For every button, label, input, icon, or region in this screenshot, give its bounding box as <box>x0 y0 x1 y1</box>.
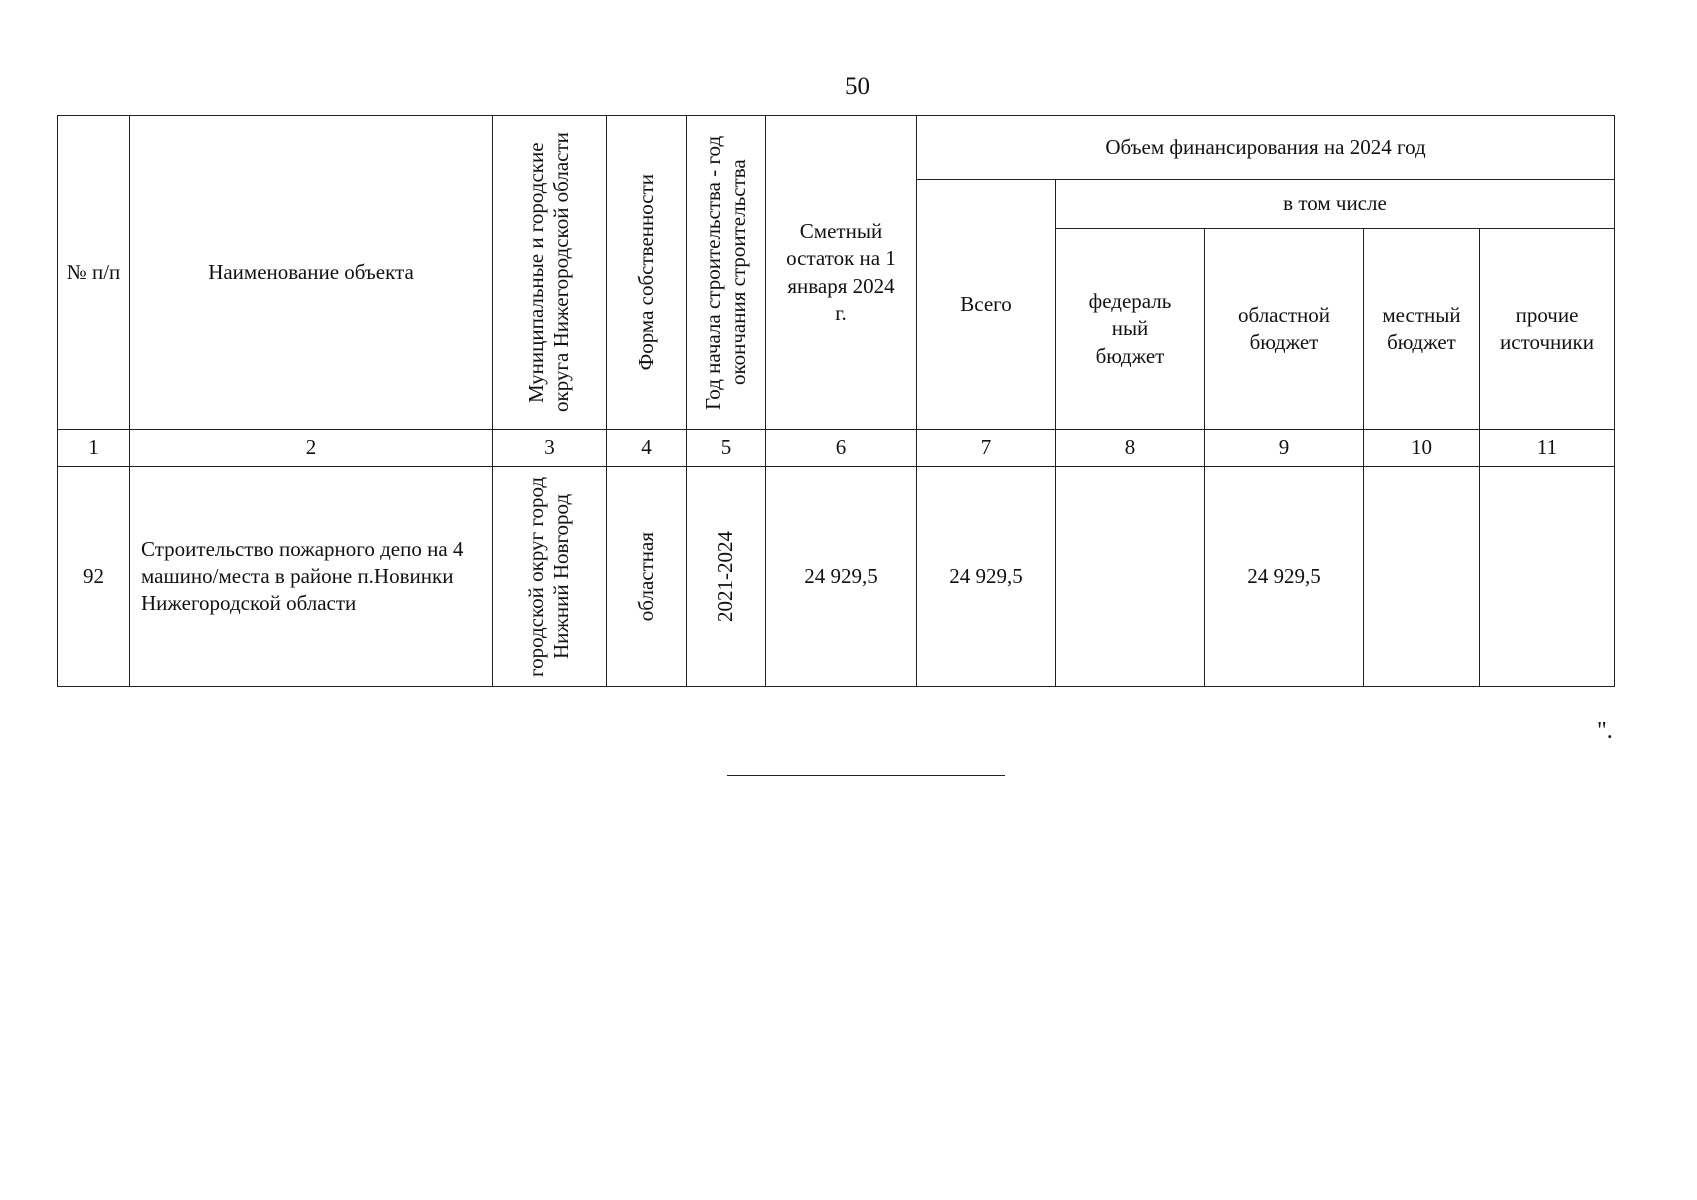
header-num: № п/п <box>58 116 130 430</box>
row-name-text: Строительство пожарного депо на 4 машино/места в районе п.Новинки Нижегородской области <box>141 536 464 616</box>
header-remaining <box>766 116 917 430</box>
header-remaining-text: Сметный остаток на 1 января 2024 г. <box>786 218 896 325</box>
row-years-text: 2021-2024 <box>713 531 738 622</box>
header-other-text: прочие источники <box>1500 302 1594 354</box>
header-years <box>687 116 766 430</box>
column-number-row <box>58 430 1615 467</box>
header-years-text: Год начала строительства - год окончания строительства <box>700 135 750 410</box>
header-municipality <box>493 116 607 430</box>
row-ownership <box>607 467 687 687</box>
row-name <box>130 467 493 687</box>
header-federal <box>1056 229 1205 430</box>
column-number: 5 <box>687 430 766 467</box>
header-municipality-text: Муниципальные и городские округа Нижегородской области <box>524 132 574 413</box>
header-ownership-text: Форма собственности <box>633 174 658 371</box>
row-municipality-text: городской округ город Нижний Новгород <box>524 476 574 677</box>
column-number: 6 <box>766 430 917 467</box>
header-total: Всего <box>917 180 1056 430</box>
separator-line <box>727 775 1005 776</box>
column-number: 9 <box>1205 430 1364 467</box>
header-ownership <box>607 116 687 430</box>
column-number: 7 <box>917 430 1056 467</box>
row-remaining: 24 929,5 <box>766 467 917 687</box>
column-number: 10 <box>1364 430 1480 467</box>
row-federal <box>1056 467 1205 687</box>
row-years <box>687 467 766 687</box>
row-ownership-text: областная <box>633 531 658 622</box>
header-local-text: местный бюджет <box>1382 302 1461 354</box>
header-name: Наименование объекта <box>130 116 493 430</box>
column-number: 2 <box>130 430 493 467</box>
row-num: 92 <box>58 467 130 687</box>
header-regional-text: областной бюджет <box>1238 302 1330 354</box>
row-other <box>1480 467 1615 687</box>
page-number: 50 <box>845 73 870 100</box>
column-number: 11 <box>1480 430 1615 467</box>
header-federal-text: федераль ный бюджет <box>1088 289 1172 368</box>
table-row <box>58 467 1615 687</box>
row-local <box>1364 467 1480 687</box>
header-including: в том числе <box>1056 180 1615 229</box>
column-number: 8 <box>1056 430 1205 467</box>
header-local <box>1364 229 1480 430</box>
row-municipality <box>493 467 607 687</box>
header-other <box>1480 229 1615 430</box>
financing-table <box>57 115 1615 687</box>
header-financing: Объем финансирования на 2024 год <box>917 116 1615 180</box>
column-number: 3 <box>493 430 607 467</box>
closing-quote: ". <box>1597 718 1613 744</box>
row-regional: 24 929,5 <box>1205 467 1364 687</box>
column-number: 4 <box>607 430 687 467</box>
header-regional <box>1205 229 1364 430</box>
row-total: 24 929,5 <box>917 467 1056 687</box>
column-number: 1 <box>58 430 130 467</box>
